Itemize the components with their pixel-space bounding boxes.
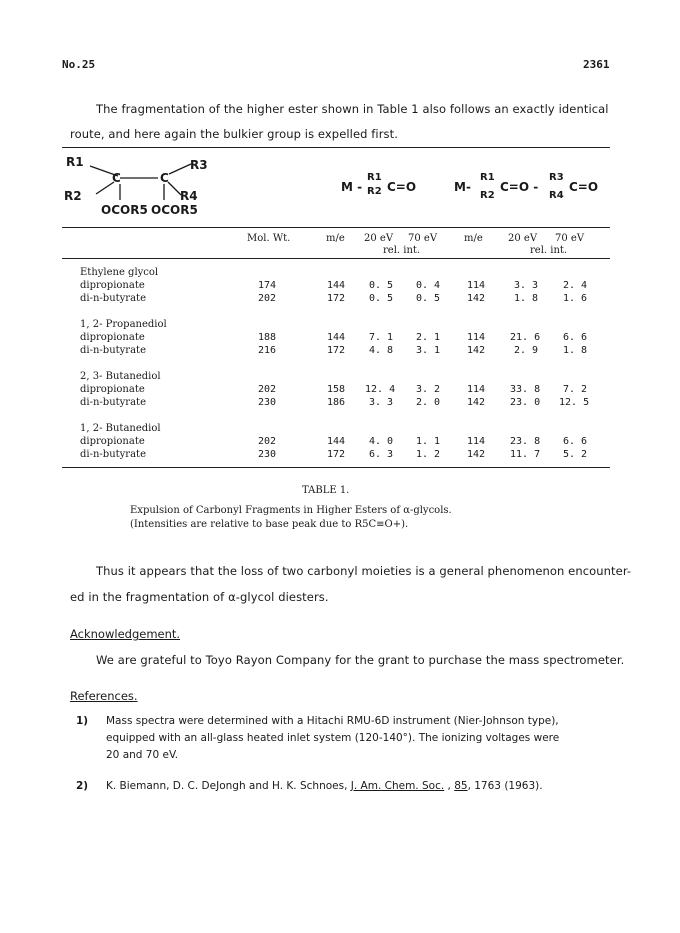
mol-wt-cell: 230 [258, 449, 277, 460]
ev70-1-cell: 0. 4 [416, 280, 441, 291]
me2-cell: 114 [467, 280, 486, 291]
conclusion-line-1: Thus it appears that the loss of two carbonyl moieties is a general phenomenon encounter- [96, 564, 632, 578]
table-caption-line-1: Expulsion of Carbonyl Fragments in Higher Esters of α-glycols. [130, 505, 452, 516]
ev20-2-cell: 2. 9 [514, 345, 539, 356]
ev20-1-cell: 3. 3 [369, 397, 394, 408]
me1-cell: 186 [327, 397, 346, 408]
reference-2-text [106, 778, 543, 795]
ev20-1-cell: 4. 0 [369, 436, 394, 447]
row-label: di-n-butyrate [80, 345, 146, 356]
row-label: di-n-butyrate [80, 397, 146, 408]
table-row [0, 396, 680, 409]
fragment-2-r2: R2 [480, 190, 495, 201]
row-label: di-n-butyrate [80, 449, 146, 460]
reference-2-number: 2) [76, 780, 89, 792]
me2-cell: 114 [467, 332, 486, 343]
mol-wt-cell: 202 [258, 293, 277, 304]
row-label: dipropionate [80, 436, 145, 447]
ev20-1-cell: 0. 5 [369, 280, 394, 291]
ev70-2-cell: 6. 6 [563, 436, 588, 447]
ev70-1-cell: 3. 2 [416, 384, 441, 395]
table-row [0, 448, 680, 461]
table-row [0, 383, 680, 396]
me2-cell: 114 [467, 384, 486, 395]
fragment-2-r4: R4 [549, 190, 564, 201]
ev20-2-cell: 23. 0 [510, 397, 541, 408]
ev70-1-cell: 2. 1 [416, 332, 441, 343]
row-label: dipropionate [80, 384, 145, 395]
intro-line-1: The fragmentation of the higher ester shown in Table 1 also follows an exactly identical [96, 102, 609, 116]
ev70-1-cell: 1. 1 [416, 436, 441, 447]
me1-cell: 172 [327, 345, 346, 356]
carbon-right-label: C [160, 171, 169, 185]
group-name: 2, 3- Butanediol [80, 371, 161, 382]
ev20-2-cell: 3. 3 [514, 280, 539, 291]
ev70-2-cell: 12. 5 [559, 397, 590, 408]
table-caption-line-2: (Intensities are relative to base peak due to R5C≡O+). [130, 519, 409, 530]
me2-cell: 142 [467, 345, 486, 356]
ev20-1-cell: 0. 5 [369, 293, 394, 304]
fragment-1-prefix: M - [341, 180, 363, 194]
ev20-1-cell: 4. 8 [369, 345, 394, 356]
ev70-2-cell: 1. 8 [563, 345, 588, 356]
me1-cell: 144 [327, 280, 346, 291]
col-20ev-2: 20 eV [508, 233, 538, 244]
mol-wt-cell: 202 [258, 384, 277, 395]
fragment-2-carbonyl: C=O - [500, 180, 539, 194]
me2-cell: 142 [467, 293, 486, 304]
reference-2-authors: K. Biemann, D. C. DeJongh and H. K. Schnoes, [106, 780, 351, 792]
me1-cell: 158 [327, 384, 346, 395]
group-name: Ethylene glycol [80, 267, 159, 278]
col-me-1: m/e [326, 233, 345, 244]
reference-1-line-3: 20 and 70 eV. [106, 749, 179, 761]
journal-issue-number: No.25 [62, 58, 96, 71]
ev70-1-cell: 2. 0 [416, 397, 441, 408]
fragment-1-r2: R2 [367, 186, 382, 197]
fragment-1-carbonyl: C=O [387, 180, 417, 194]
ev70-2-cell: 7. 2 [563, 384, 588, 395]
carbon-left-label: C [112, 171, 121, 185]
me1-cell: 144 [327, 332, 346, 343]
ester-group-right: OCOR5 [151, 203, 198, 217]
table-bottom-rule [62, 467, 610, 468]
ev70-2-cell: 6. 6 [563, 332, 588, 343]
group-name: 1, 2- Propanediol [80, 319, 167, 330]
fragment-1-r1: R1 [367, 172, 382, 183]
table-row [0, 331, 680, 344]
col-me-2: m/e [464, 233, 483, 244]
ester-group-left: OCOR5 [101, 203, 148, 217]
r2-label: R2 [64, 189, 82, 203]
conclusion-line-2: ed in the fragmentation of α-glycol diesters. [70, 590, 329, 604]
reference-1-text [106, 713, 559, 764]
row-label: di-n-butyrate [80, 293, 146, 304]
col-70ev-2: 70 eV [555, 233, 585, 244]
me1-cell: 172 [327, 449, 346, 460]
page-number: 2361 [583, 58, 610, 71]
table-caption-title: TABLE 1. [302, 485, 350, 496]
group-name: 1, 2- Butanediol [80, 423, 161, 434]
acknowledgement-heading: Acknowledgement. [70, 627, 181, 641]
me2-cell: 114 [467, 436, 486, 447]
table-row [0, 279, 680, 292]
table-header-top-rule [62, 227, 610, 228]
table-header-bottom-rule [62, 258, 610, 259]
table-row [0, 292, 680, 305]
ev20-2-cell: 21. 6 [510, 332, 541, 343]
ev20-1-cell: 12. 4 [365, 384, 396, 395]
me2-cell: 142 [467, 397, 486, 408]
mol-wt-cell: 216 [258, 345, 277, 356]
reference-1-number: 1) [76, 715, 89, 727]
table-group-heading [0, 266, 680, 279]
reference-2-journal: J. Am. Chem. Soc. [350, 780, 445, 792]
col-70ev-1: 70 eV [408, 233, 438, 244]
intro-line-2: route, and here again the bulkier group is expelled first. [70, 127, 399, 141]
reference-2-pages-year: , 1763 (1963). [467, 780, 543, 792]
row-label: dipropionate [80, 332, 145, 343]
r1-label: R1 [66, 155, 84, 169]
table-top-rule [62, 147, 610, 148]
reference-2-separator: , [444, 780, 455, 792]
ev20-1-cell: 6. 3 [369, 449, 394, 460]
ev70-1-cell: 1. 2 [416, 449, 441, 460]
table-row [0, 435, 680, 448]
table-group-heading [0, 370, 680, 383]
r4-label: R4 [180, 189, 198, 203]
table-group-heading [0, 318, 680, 331]
ev20-2-cell: 23. 8 [510, 436, 541, 447]
ev70-1-cell: 3. 1 [416, 345, 441, 356]
col-relint-2: rel. int. [530, 245, 568, 256]
fragment-2-prefix: M- [454, 180, 471, 194]
fragment-2-r3: R3 [549, 172, 564, 183]
ev20-2-cell: 33. 8 [510, 384, 541, 395]
mol-wt-cell: 174 [258, 280, 277, 291]
mol-wt-cell: 202 [258, 436, 277, 447]
reference-2-volume: 85 [454, 780, 468, 792]
table-row [0, 344, 680, 357]
r3-label: R3 [190, 158, 208, 172]
ev20-1-cell: 7. 1 [369, 332, 394, 343]
ev20-2-cell: 1. 8 [514, 293, 539, 304]
ev20-2-cell: 11. 7 [510, 449, 541, 460]
col-mol-wt: Mol. Wt. [247, 233, 291, 244]
me1-cell: 144 [327, 436, 346, 447]
col-20ev-1: 20 eV [364, 233, 394, 244]
row-label: dipropionate [80, 280, 145, 291]
fragment-2-carbonyl-end: C=O [569, 180, 599, 194]
mol-wt-cell: 230 [258, 397, 277, 408]
acknowledgement-text: We are grateful to Toyo Rayon Company for the grant to purchase the mass spectrometer. [96, 653, 625, 667]
references-heading: References. [70, 689, 138, 703]
table-group-heading [0, 422, 680, 435]
reference-1-line-2: equipped with an all-glass heated inlet system (120-140°). The ionizing voltages were [106, 732, 560, 744]
reference-1-line-1: Mass spectra were determined with a Hitachi RMU-6D instrument (Nier-Johnson type), [106, 715, 559, 727]
me1-cell: 172 [327, 293, 346, 304]
ev70-1-cell: 0. 5 [416, 293, 441, 304]
mol-wt-cell: 188 [258, 332, 277, 343]
me2-cell: 142 [467, 449, 486, 460]
ev70-2-cell: 2. 4 [563, 280, 588, 291]
ev70-2-cell: 1. 6 [563, 293, 588, 304]
fragment-2-r1: R1 [480, 172, 495, 183]
col-relint-1: rel. int. [383, 245, 421, 256]
ev70-2-cell: 5. 2 [563, 449, 588, 460]
